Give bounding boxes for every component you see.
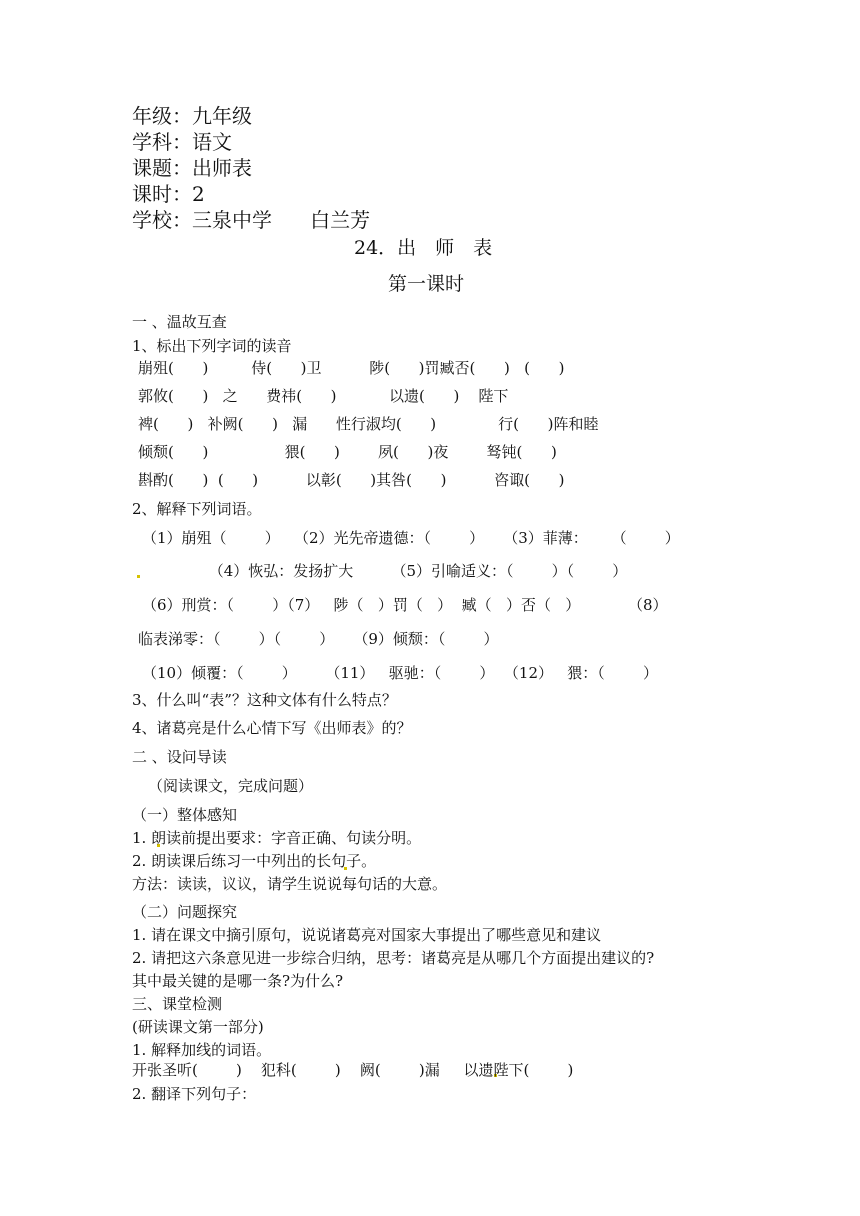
- explanation-row: （10）倾覆：（ ） （11） 驱驰：（ ） （12） 猥：（ ）: [142, 664, 658, 682]
- reading-step-1: 1. 朗读前提出要求：字音正确、句读分明。: [132, 829, 422, 847]
- explanation-row: （4）恢弘：发扬扩大 （5）引喻适义：（ ）（ ）: [142, 562, 628, 580]
- period-line: 课时：2: [132, 182, 205, 206]
- school-line: 学校：三泉中学 白兰芳: [132, 208, 371, 232]
- document-subtitle: 第一课时: [388, 273, 465, 295]
- pronunciation-row: 倾颓( ) 猥( ) 夙( )夜 驽钝( ): [138, 443, 557, 461]
- reading-step-2: 2. 朗读课后练习一中列出的长句子。: [132, 852, 377, 870]
- section1-heading: 一 、温故互查: [132, 313, 227, 331]
- inquiry-2: 2. 请把这六条意见进一步综合归纳，思考：诸葛亮是从哪几个方面提出建议的?: [132, 949, 655, 967]
- section3-heading: 三、课堂检测: [132, 995, 223, 1013]
- reading-note: （阅读课文，完成问题）: [148, 777, 314, 795]
- test-1: 1. 解释加线的词语。: [132, 1041, 272, 1059]
- pronunciation-row: 裨( ) 补阙( ) 漏 性行淑均( ) 行( )阵和睦: [138, 415, 599, 433]
- inquiry-2-cont: 其中最关键的是哪一条?为什么?: [132, 972, 344, 990]
- pronunciation-row: 崩殂( ) 侍( )卫 陟( )罚臧否( ) ( ): [138, 359, 565, 377]
- highlight-mark: [137, 575, 140, 578]
- method-line: 方法：读读，议议，请学生说说每句话的大意。: [132, 875, 448, 893]
- part1-heading: （一）整体感知: [132, 806, 238, 824]
- study-note: (研读课文第一部分): [132, 1018, 264, 1036]
- explanation-row: 临表涕零：（ ）（ ） （9）倾颓：（ ）: [138, 630, 499, 648]
- q2-heading: 2、解释下列词语。: [132, 500, 262, 518]
- pronunciation-row: 斟酌( ) ( ) 以彰( )其咎( ) 咨诹( ): [138, 471, 565, 489]
- part2-heading: （二）问题探究: [132, 903, 238, 921]
- explanation-row: （1）崩殂（ ） （2）光先帝遗德：（ ） （3）菲薄： （ ）: [142, 529, 680, 547]
- topic-line: 课题：出师表: [132, 156, 252, 180]
- q4-line: 4、诸葛亮是什么心情下写《出师表》的？: [132, 719, 412, 737]
- inquiry-1: 1. 请在课文中摘引原句，说说诸葛亮对国家大事提出了哪些意见和建议: [132, 926, 602, 944]
- grade-line: 年级：九年级: [132, 104, 252, 128]
- q3-line: 3、什么叫“表”？这种文体有什么特点？: [132, 691, 397, 709]
- pronunciation-row: 郭攸( ) 之 费祎( ) 以遗( ) 陛下: [138, 387, 509, 405]
- subject-line: 学科：语文: [132, 130, 232, 154]
- test-1-words: 开张圣听( ) 犯科( ) 阙( )漏 以遗陛下( ): [132, 1061, 574, 1079]
- explanation-row: （6）刑赏：（ ）（7） 陟（ ）罚（ ） 臧（ ）否（ ） （8）: [142, 596, 668, 614]
- document-title: 24．出 师 表: [354, 237, 493, 259]
- q1-heading: 1、标出下列字词的读音: [132, 337, 292, 355]
- section2-heading: 二 、设问导读: [132, 748, 227, 766]
- test-2: 2. 翻译下列句子：: [132, 1085, 257, 1103]
